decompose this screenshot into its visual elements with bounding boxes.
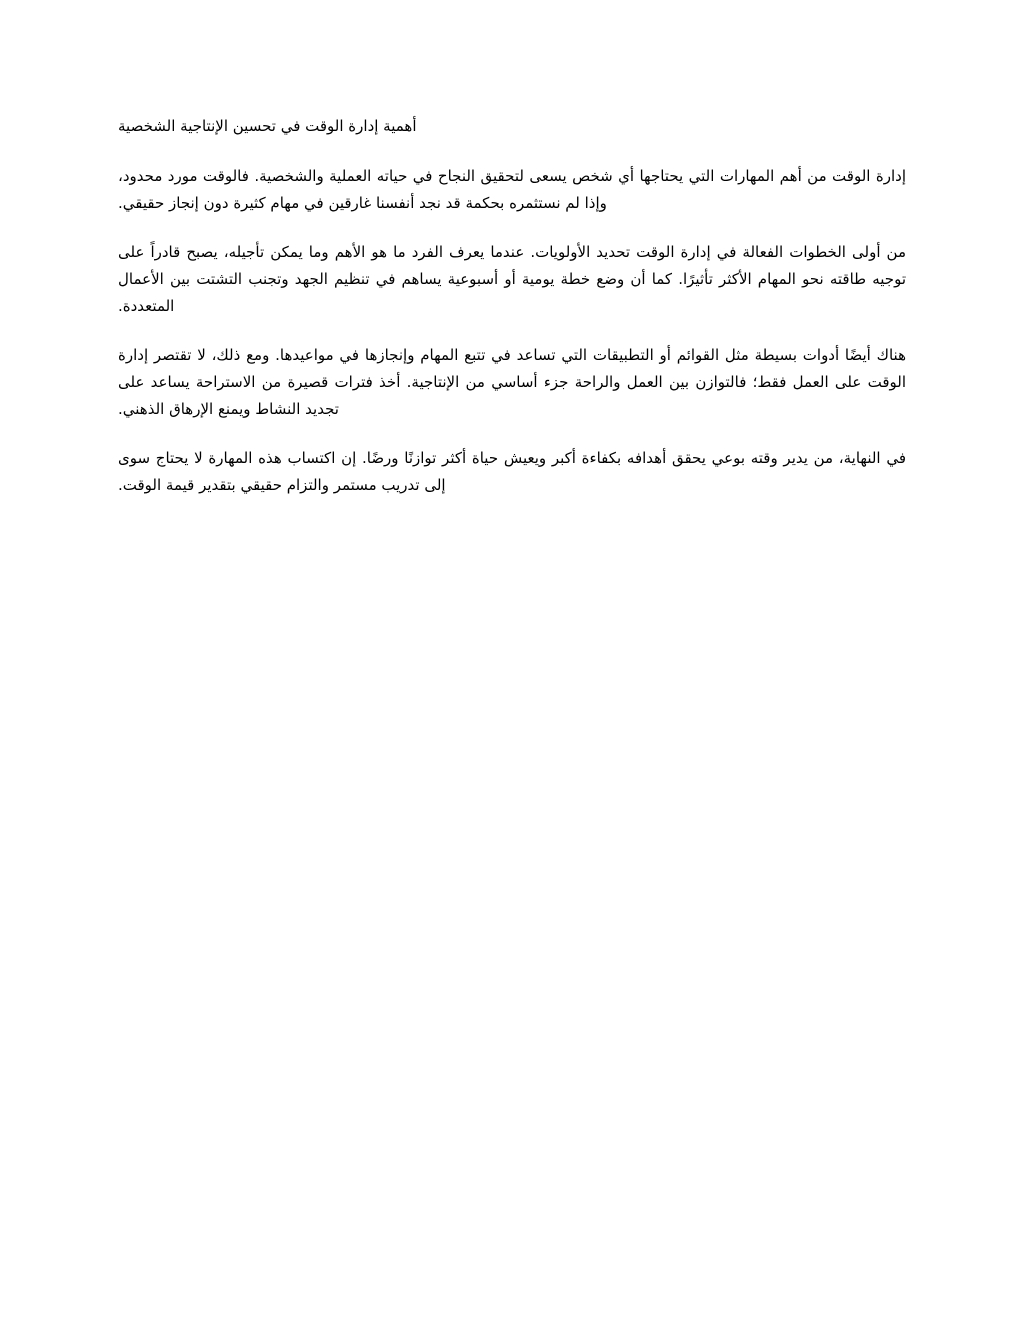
paragraph-conclusion: في النهاية، من يدير وقته بوعي يحقق أهدافه بكفاءة أكبر ويعيش حياة أكثر توازنًا ورضًا. إن اكتساب هذه المهارة لا يحتاج سوى إلى تدريب مستمر والتزام حقيقي بتقدير قيمة الوقت.: [118, 449, 906, 494]
paragraph-priorities: من أولى الخطوات الفعالة في إدارة الوقت تحديد الأولويات. عندما يعرف الفرد ما هو الأهم وما يمكن تأجيله، يصبح قادراً على توجيه طاقته نحو المهام الأكثر تأثيرًا. كما أن وضع خطة يومية أو أسبوعية يساهم في تنظيم الجهد وتجنب التشتت بين الأعمال المتعددة.: [118, 243, 906, 315]
paragraph-intro: إدارة الوقت من أهم المهارات التي يحتاجها أي شخص يسعى لتحقيق النجاح في حياته العملية والشخصية. فالوقت مورد محدود، وإذا لم نستثمره بحكمة قد نجد أنفسنا غارقين في مهام كثيرة دون إنجاز حقيقي.: [118, 167, 906, 212]
paragraph-tools-balance: هناك أيضًا أدوات بسيطة مثل القوائم أو التطبيقات التي تساعد في تتبع المهام وإنجازها في مواعيدها. ومع ذلك، لا تقتصر إدارة الوقت على العمل فقط؛ فالتوازن بين العمل والراحة جزء أساسي من الإنتاجية. أخذ فترات قصيرة من الاستراحة يساعد على تجديد النشاط ويمنع الإرهاق الذهني.: [118, 346, 906, 418]
document-title: أهمية إدارة الوقت في تحسين الإنتاجية الشخصية: [118, 117, 417, 135]
